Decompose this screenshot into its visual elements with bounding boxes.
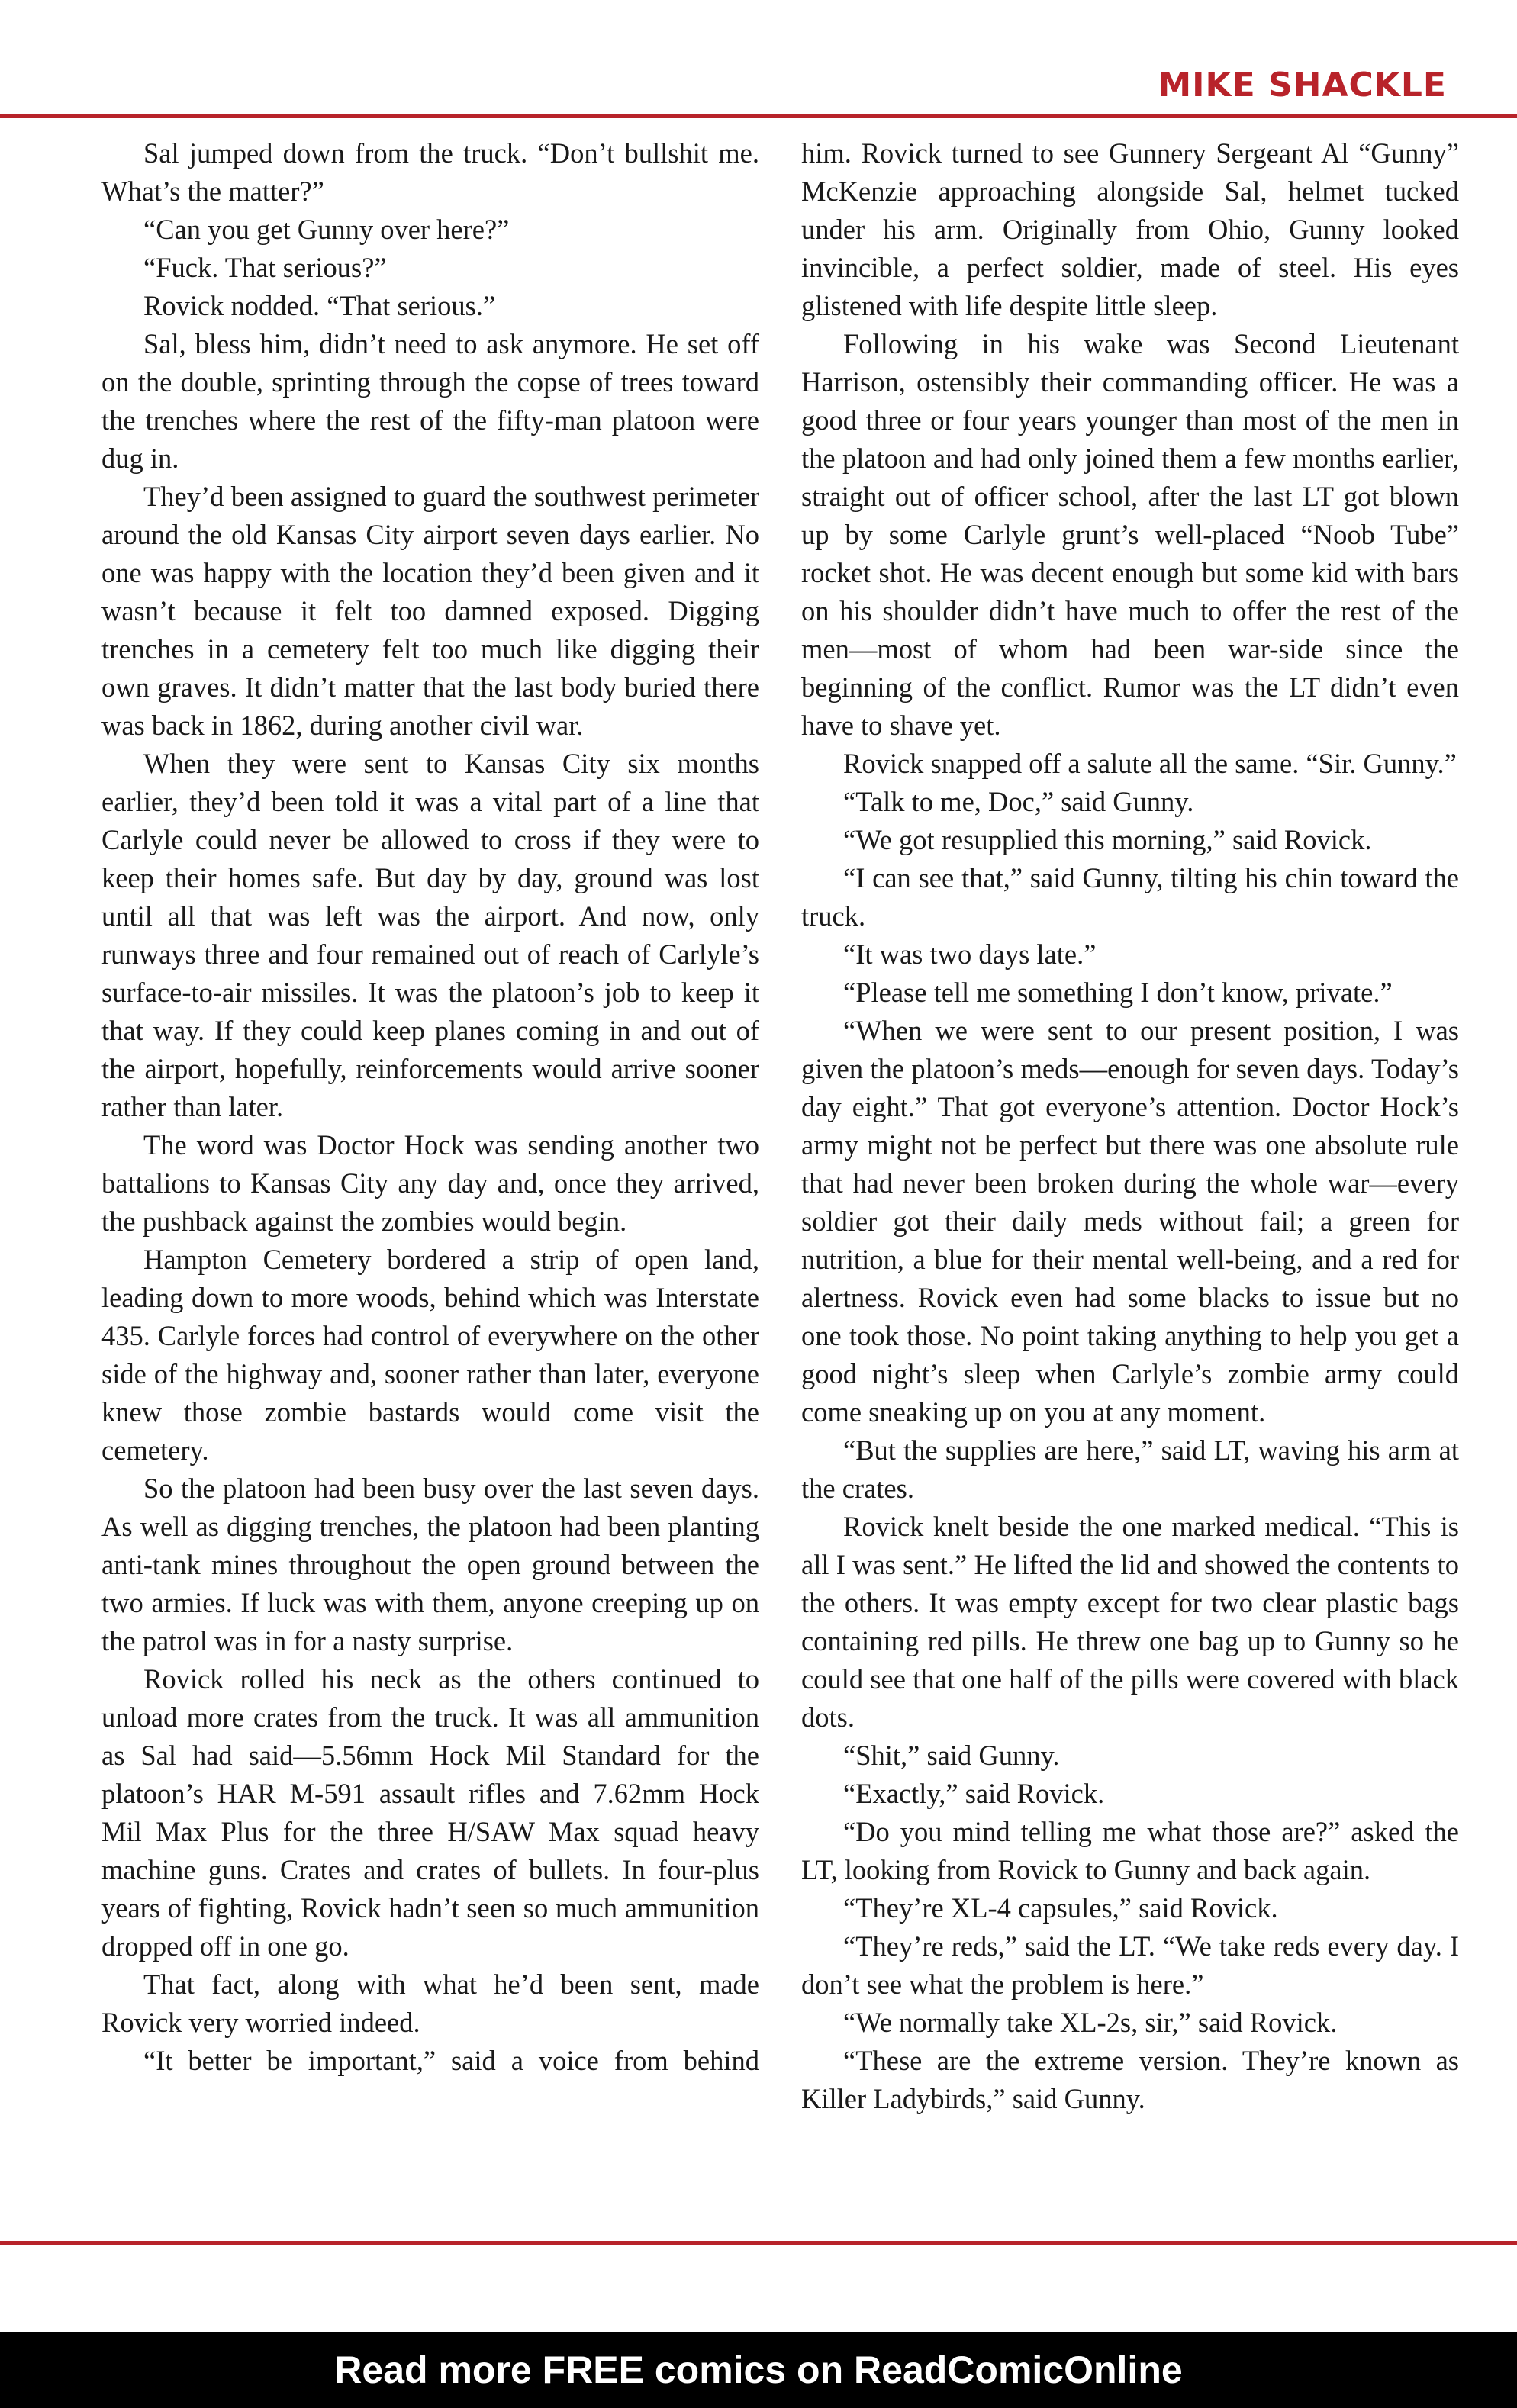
paragraph: “We normally take XL-2s, sir,” said Rovick. [843, 2007, 1338, 2038]
paragraph: “They’re XL-4 capsules,” said Rovick. [843, 1892, 1278, 1924]
paragraph: “When we were sent to our present position, I was given the platoon’s meds—enough for seven days. Today’s day eight.” That got everyone’s attention. Doctor Hock’s army might not be perfect but there was one absolute rule that had never been broken during the whole war—every soldier got their daily meds without fail; a green for nutrition, a blue for their mental well-being, and a red for alertness. Rovick even had some blacks to issue but no one took those. No point taking anything to help you get a good night’s sleep when Carlyle’s zombie army could come sneaking up on you at any moment. [801, 1015, 1459, 1428]
author-name-header: MIKE SHACKLE [1158, 66, 1447, 105]
paragraph: That fact, along with what he’d been sent, made Rovick very worried indeed. [101, 1969, 759, 2038]
right-text-column [801, 134, 1459, 2118]
paragraph: “We got resupplied this morning,” said Rovick. [843, 824, 1372, 855]
paragraph: Sal jumped down from the truck. “Don’t bullshit me. What’s the matter?” [101, 137, 759, 207]
paragraph: “But the supplies are here,” said LT, waving his arm at the crates. [801, 1434, 1459, 1504]
paragraph: “It better be important,” said a voice from behind [143, 2045, 759, 2076]
paragraph: “Talk to me, Doc,” said Gunny. [843, 786, 1194, 817]
paragraph: “I can see that,” said Gunny, tilting his chin toward the truck. [801, 862, 1459, 932]
paragraph: “They’re reds,” said the LT. “We take reds every day. I don’t see what the problem is here.” [801, 1930, 1459, 2000]
paragraph: “Do you mind telling me what those are?” asked the LT, looking from Rovick to Gunny and back again. [801, 1816, 1459, 1885]
header-rule [0, 114, 1517, 118]
paragraph: “Shit,” said Gunny. [843, 1740, 1060, 1771]
paragraph: Sal, bless him, didn’t need to ask anymore. He set off on the double, sprinting through the copse of trees toward the trenches where the rest of the fifty-man platoon were dug in. [101, 328, 759, 474]
paragraph: “These are the extreme version. They’re known as Killer Ladybirds,” said Gunny. [801, 2045, 1459, 2114]
paragraph: “Please tell me something I don’t know, private.” [843, 977, 1393, 1008]
promo-banner[interactable]: Read more FREE comics on ReadComicOnline [0, 2332, 1517, 2408]
paragraph: “Exactly,” said Rovick. [843, 1778, 1105, 1809]
paragraph: Rovick nodded. “That serious.” [143, 290, 496, 321]
left-text-column [101, 134, 759, 2080]
paragraph: So the platoon had been busy over the last seven days. As well as digging trenches, the platoon had been planting anti-tank mines throughout the open ground between the two armies. If luck was with them, anyone creeping up on the patrol was in for a nasty surprise. [101, 1473, 759, 1656]
footer-rule [0, 2241, 1517, 2245]
paragraph: Rovick snapped off a salute all the same. “Sir. Gunny.” [843, 748, 1457, 779]
paragraph: Rovick rolled his neck as the others continued to unload more crates from the truck. It was all ammunition as Sal had said—5.56mm Hock Mil Standard for the platoon’s HAR M-591 assault rifles and 7.62mm Hock Mil Max Plus for the three H/SAW Max squad heavy machine guns. Crates and crates of bullets. In four-plus years of fighting, Rovick hadn’t seen so much ammunition dropped off in one go. [101, 1663, 759, 1962]
paragraph: “Can you get Gunny over here?” [143, 214, 510, 245]
paragraph: “It was two days late.” [843, 938, 1097, 970]
paragraph: Following in his wake was Second Lieutenant Harrison, ostensibly their commanding officer. He was a good three or four years younger than most of the men in the platoon and had only joined them a few months earlier, straight out of officer school, after the last LT got blown up by some Carlyle grunt’s well-placed “Noob Tube” rocket shot. He was decent enough but some kid with bars on his shoulder didn’t have much to offer the rest of the men—most of whom had been war-side since the beginning of the conflict. Rumor was the LT didn’t even have to shave yet. [801, 328, 1459, 741]
paragraph: “Fuck. That serious?” [143, 252, 387, 283]
paragraph: him. Rovick turned to see Gunnery Sergeant Al “Gunny” McKenzie approaching alongside Sal, helmet tucked under his arm. Originally from Ohio, Gunny looked invincible, a perfect soldier, made of steel. His eyes glistened with life despite little sleep. [801, 137, 1459, 321]
paragraph: They’d been assigned to guard the southwest perimeter around the old Kansas City airport seven days earlier. No one was happy with the location they’d been given and it wasn’t because it felt too damned exposed. Digging trenches in a cemetery felt too much like digging their own graves. It didn’t matter that the last body buried there was back in 1862, during another civil war. [101, 481, 759, 741]
paragraph: When they were sent to Kansas City six months earlier, they’d been told it was a vital part of a line that Carlyle could never be allowed to cross if they were to keep their homes safe. But day by day, ground was lost until all that was left was the airport. And now, only runways three and four remained out of reach of Carlyle’s surface-to-air missiles. It was the platoon’s job to keep it that way. If they could keep planes coming in and out of the airport, hopefully, reinforcements would arrive sooner rather than later. [101, 748, 759, 1122]
paragraph: The word was Doctor Hock was sending another two battalions to Kansas City any day and, once they arrived, the pushback against the zombies would begin. [101, 1129, 759, 1237]
paragraph: Rovick knelt beside the one marked medical. “This is all I was sent.” He lifted the lid and showed the contents to the others. It was empty except for two clear plastic bags containing red pills. He threw one bag up to Gunny so he could see that one half of the pills were covered with black dots. [801, 1511, 1459, 1733]
paragraph: Hampton Cemetery bordered a strip of open land, leading down to more woods, behind which was Interstate 435. Carlyle forces had control of everywhere on the other side of the highway and, sooner rather than later, everyone knew those zombie bastards would come visit the cemetery. [101, 1244, 759, 1466]
